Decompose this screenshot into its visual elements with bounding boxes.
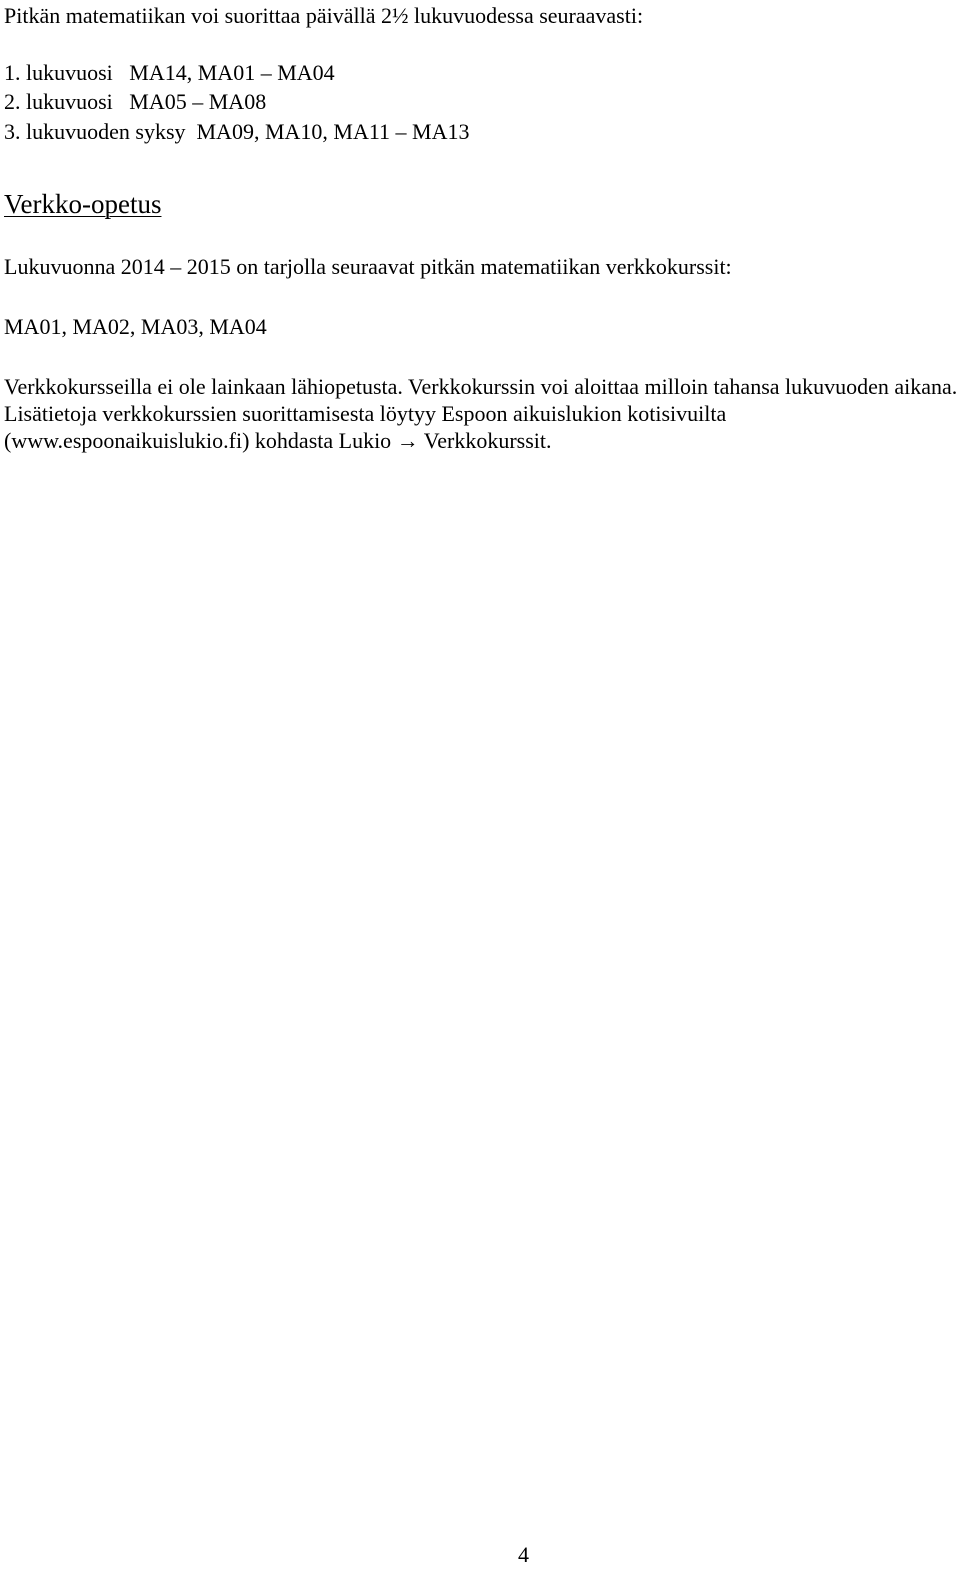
study-plan-row-1 [4, 60, 335, 86]
page-number: 4 [518, 1542, 529, 1567]
info-paragraph [4, 373, 960, 454]
course-list: MA01, MA02, MA03, MA04 [4, 314, 267, 339]
study-plan-label: 1. lukuvuosi [4, 60, 113, 85]
study-plan-courses: MA14, MA01 – MA04 [129, 60, 335, 85]
study-plan-courses: MA09, MA10, MA11 – MA13 [196, 119, 470, 144]
arrow-right-icon: → [396, 428, 419, 453]
info-paragraph-text: Verkkokursseilla ei ole lainkaan lähiopetusta. Verkkokurssin voi aloittaa milloin tahansa lukuvuoden aikana. Lisätietoja verkkokurssien suorittamisesta löytyy Espoon aikuislukion kotisivuilta (www.espoonaikuislukio.fi) kohdasta Lukio [4, 374, 958, 453]
study-plan-courses: MA05 – MA08 [129, 89, 267, 114]
offer-text: Lukuvuonna 2014 – 2015 on tarjolla seuraavat pitkän matematiikan verkkokurssit: [4, 254, 732, 279]
study-plan-label: 3. lukuvuoden syksy [4, 119, 186, 144]
intro-text: Pitkän matematiikan voi suorittaa päivällä 2½ lukuvuodessa seuraavasti: [4, 3, 644, 28]
study-plan-row-2 [4, 89, 266, 115]
study-plan-label: 2. lukuvuosi [4, 89, 113, 114]
study-plan-row-3 [4, 119, 469, 145]
section-heading: Verkko-opetus [4, 189, 162, 219]
info-paragraph-end: Verkkokurssit. [423, 428, 552, 453]
